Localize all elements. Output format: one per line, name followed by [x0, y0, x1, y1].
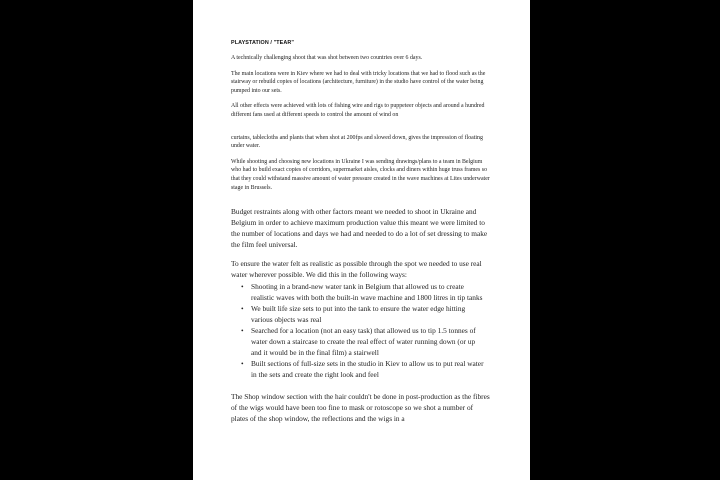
intro-paragraph-1: A technically challenging shoot that was shot between two countries over 6 days.	[231, 55, 423, 61]
document-title: PLAYSTATION / "TEAR"	[231, 40, 295, 46]
budget-paragraph: Budget restraints along with other factors meant we needed to shoot in Ukraine and Belgium in order to achieve maximum production value this meant we were limited to the number of locations and days we had and needed to do a lot of set dressing to make the film feel universal.	[231, 207, 488, 250]
closing-paragraph: The Shop window section with the hair couldn't be done in post-production as the fibres of the wigs would have been too fine to mask or rotoscope so we shot a number of plates of the shop window, the reflections and the wigs in a	[231, 391, 490, 423]
list-item-text: We built life size sets to put into the tank to ensure the water edge hitting various objects was real	[251, 303, 466, 324]
list-item	[231, 325, 491, 358]
bullet-icon: •	[241, 303, 244, 313]
main-section	[231, 206, 491, 424]
intro-paragraph-2: The main locations were in Kiev where we had to deal with tricky locations that we had to flood such as the stairway or rebuild copies of locations (architecture, furniture) in the studio have control of the water being pumped into our sets.	[231, 70, 486, 94]
intro-paragraph-4: curtains, tablecloths and plants that when shot at 200fps and slowed down, gives the impression of floating under water.	[231, 134, 483, 150]
intro-paragraph-3: All other effects were achieved with lots of fishing wire and rigs to puppeteer objects and around a hundred different fans used at different speeds to control the amount of wind on	[231, 103, 485, 118]
bullet-icon: •	[241, 281, 244, 291]
list-item-text: Built sections of full-size sets in the studio in Kiev to allow us to put real water in the sets and create the right look and feel	[251, 359, 484, 380]
document-content	[231, 40, 491, 431]
list-item	[231, 303, 491, 325]
list-item	[231, 358, 491, 380]
bullet-icon: •	[241, 326, 244, 336]
intro-section	[231, 54, 491, 192]
bullet-icon: •	[241, 359, 244, 369]
water-intro-paragraph: To ensure the water felt as realistic as possible through the spot we needed to use real water wherever possible. We did this in the following ways:	[231, 258, 482, 279]
bullet-list	[231, 281, 491, 381]
list-item-text: Shooting in a brand-new water tank in Belgium that allowed us to create realistic waves with both the built-in wave machine and 1800 litres in tip tanks	[251, 281, 483, 302]
list-item-text: Searched for a location (not an easy task) that allowed us to tip 1.5 tonnes of water down a staircase to create the real effect of water running down (or up and it would be in the final film) a stairwell	[251, 326, 476, 358]
document-page	[193, 0, 530, 480]
intro-paragraph-5: While shooting and choosing new locations in Ukraine I was sending drawings/plans to a team in Belgium who had to build exact copies of corridors, supermarket aisles, clocks and diners within huge truss frames so that they could withstand massive amount of water pressure created in the wave machines at Lites underwater stage in Brussels.	[231, 158, 490, 191]
list-item	[231, 281, 491, 303]
